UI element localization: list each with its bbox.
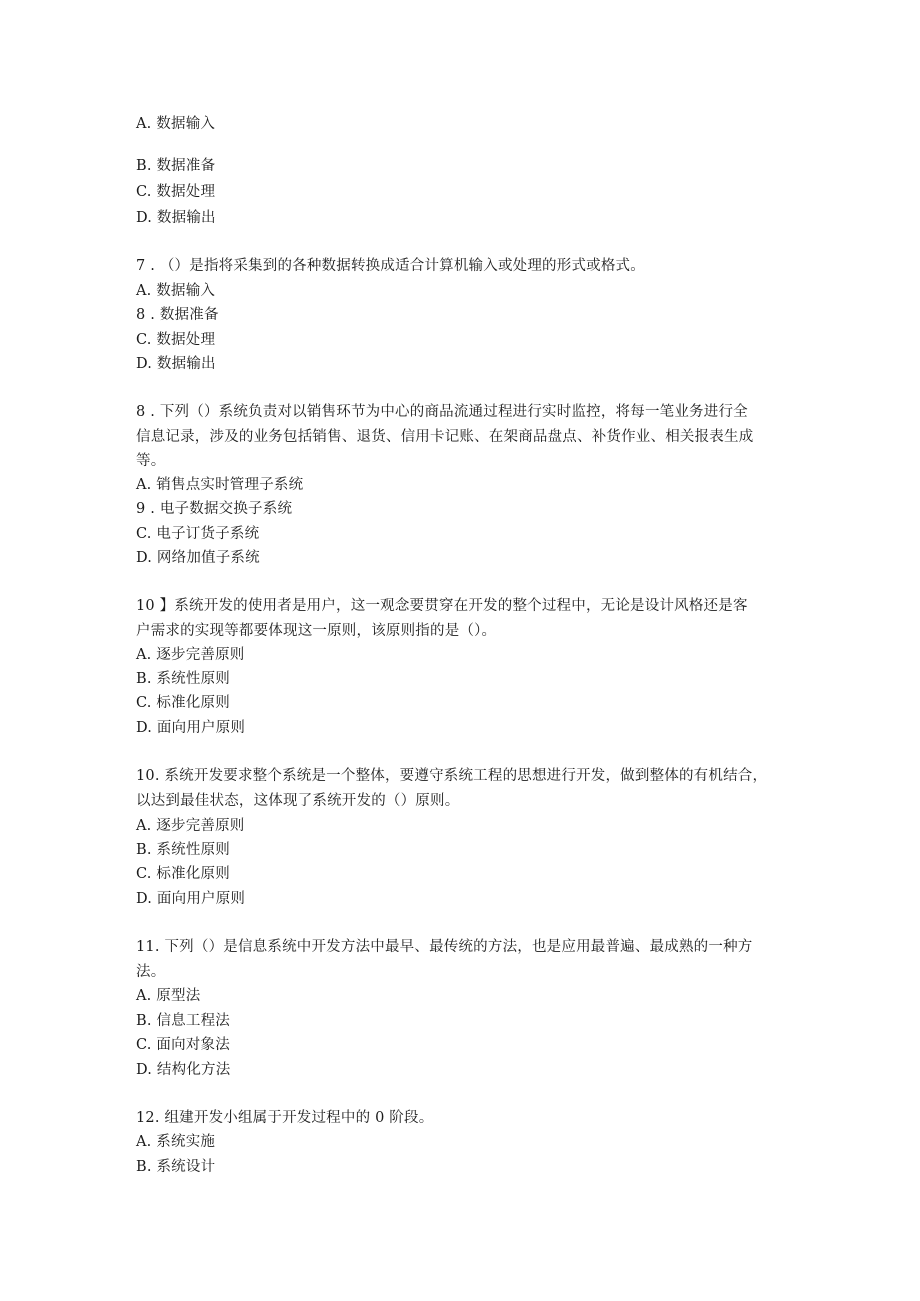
option-d: D. 面向用户原则 [136,891,246,907]
option-d: D. 结构化方法 [136,1062,231,1078]
question-8-line-2: 信息记录，涉及的业务包括销售、退货、信用卡记账、在架商品盘点、补货作业、相关报表生成 [136,429,754,445]
question-8-line-3: 等。 [136,453,166,469]
option-b: B. 系统性原则 [136,842,230,858]
option-d: D. 数据输出 [136,210,216,226]
option-b: 9 . 电子数据交换子系统 [136,501,293,517]
question-10a-line-2: 户需求的实现等都要体现这一原则，该原则指的是（）。 [136,623,497,639]
option-c: C. 数据处理 [136,332,216,348]
option-a: A. 系统实施 [136,1134,216,1150]
option-b: B. 数据准备 [136,158,216,174]
option-d: D. 网络加值子系统 [136,550,260,566]
option-a: A. 数据输入 [136,116,216,132]
question-10a-line-1: 10 】系统开发的使用者是用户，这一观念要贯穿在开发的整个过程中，无论是设计风格还是客 [136,598,748,614]
question-10b-line-2: 以达到最佳状态，这体现了系统开发的（）原则。 [136,793,460,809]
option-a: A. 逐步完善原则 [136,818,245,834]
option-d: D. 数据输出 [136,356,216,372]
option-c: C. 电子订货子系统 [136,526,260,542]
option-b: B. 信息工程法 [136,1013,230,1029]
question-11-line-2: 法。 [136,964,166,980]
option-a: A. 原型法 [136,988,201,1004]
option-b: B. 系统设计 [136,1159,216,1175]
question-12: 12. 组建开发小组属于开发过程中的 0 阶段。 [136,1110,434,1126]
question-10b-line-1: 10. 系统开发要求整个系统是一个整体，要遵守系统工程的思想进行开发，做到整体的有机结合， [136,768,768,784]
option-a: A. 逐步完善原则 [136,647,245,663]
option-a: A. 数据输入 [136,283,216,299]
question-7: 7 . （）是指将采集到的各种数据转换成适合计算机输入或处理的形式或格式。 [136,258,645,274]
question-11-line-1: 11. 下列（）是信息系统中开发方法中最早、最传统的方法，也是应用最普遍、最成熟的一种方 [136,939,753,955]
option-c: C. 面向对象法 [136,1037,230,1053]
option-d: D. 面向用户原则 [136,720,246,736]
option-b: 8 . 数据准备 [136,307,219,323]
option-a: A. 销售点实时管理子系统 [136,477,304,493]
option-c: C. 标准化原则 [136,866,230,882]
question-8-line-1: 8 . 下列（）系统负责对以销售环节为中心的商品流通过程进行实时监控，将每一笔业务进行全 [136,404,748,420]
option-c: C. 数据处理 [136,184,216,200]
option-b: B. 系统性原则 [136,671,230,687]
option-c: C. 标准化原则 [136,695,230,711]
